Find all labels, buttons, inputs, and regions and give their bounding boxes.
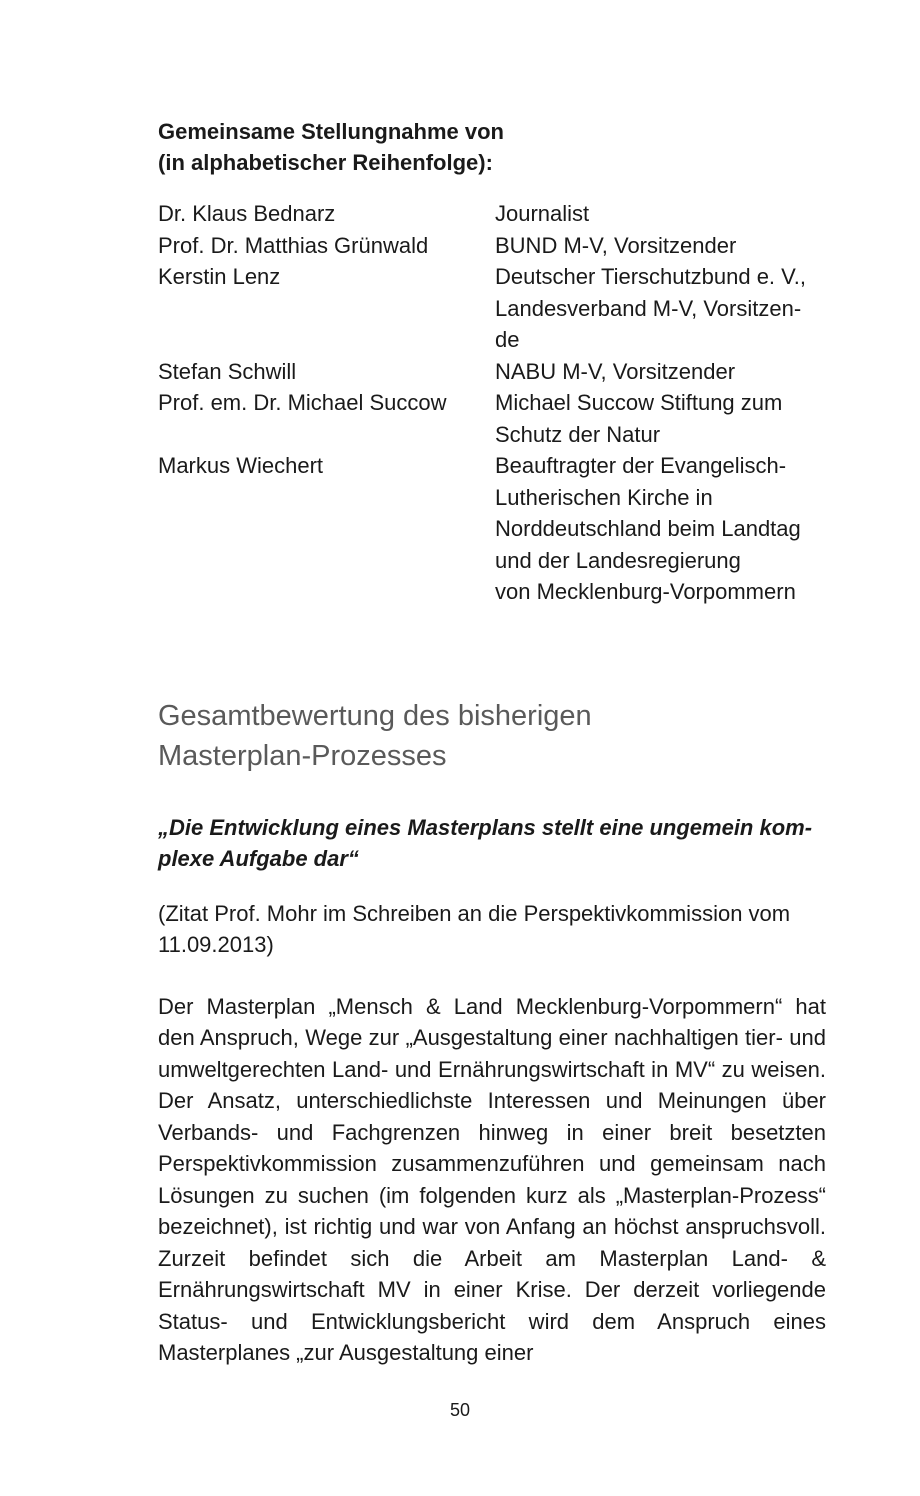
- page-content: [158, 116, 826, 1369]
- signatory-role: Michael Succow Stiftung zum Schutz der Natur: [495, 390, 783, 447]
- signatory-row: [158, 356, 826, 388]
- signatory-row: [158, 261, 826, 356]
- signatory-row: [158, 450, 826, 608]
- intro-heading: [158, 116, 826, 178]
- body-paragraph: Der Masterplan „Mensch & Land Mecklenburg-Vorpommern“ hat den Anspruch, Wege zur „Ausgestaltung einer nachhaltigen tier- und umweltgerechten Land- und Ernährungswirtschaft in MV“ zu weisen. Der Ansatz, unterschiedlichste Interessen und Meinungen über Verbands- und Fachgrenzen hinweg in einer breit besetzten Perspektivkommission zusammenzuführen und gemeinsam nach Lösungen zu suchen (im folgenden kurz als „Masterplan-Prozess“ bezeichnet), ist richtig und war von Anfang an höchst anspruchsvoll. Zurzeit befindet sich die Arbeit am Masterplan Land- & Ernährungswirtschaft MV in einer Krise. Der derzeit vorliegende Status- und Entwicklungsbericht wird dem Anspruch eines Masterplanes „zur Ausgestaltung einer: [158, 993, 826, 1365]
- quote-citation: (Zitat Prof. Mohr im Schreiben an die Perspektivkommission vom 11.09.2013): [158, 900, 791, 957]
- signatory-name: Dr. Klaus Bednarz: [158, 201, 336, 226]
- signatory-role: NABU M-V, Vorsitzender: [495, 358, 736, 384]
- signatories-list: [158, 198, 826, 608]
- section-quote: „Die Entwicklung eines Masterplans stellt eine ungemein kom-plexe Aufgabe dar“: [158, 814, 813, 871]
- signatory-role: Journalist: [495, 201, 590, 226]
- signatory-row: [158, 198, 826, 230]
- page-number: 50: [449, 1400, 471, 1420]
- signatory-role: BUND M-V, Vorsitzender: [495, 232, 737, 258]
- signatory-role: Beauftragter der Evangelisch- Lutherischen Kirche in Norddeutschland beim Landtag und der Landesregierung von Mecklenburg-Vorpommern: [495, 453, 801, 604]
- signatory-name: Prof. Dr. Matthias Grünwald: [158, 232, 429, 258]
- section-title: Gesamtbewertung des bisherigen Masterplan-Prozesses: [158, 699, 592, 772]
- signatory-row: [158, 230, 826, 262]
- signatory-name: Prof. em. Dr. Michael Succow: [158, 390, 447, 415]
- signatory-name: Kerstin Lenz: [158, 264, 281, 289]
- signatory-name: Markus Wiechert: [158, 453, 324, 478]
- signatory-role: Deutscher Tierschutzbund e. V., Landesverband M-V, Vorsitzen- de: [495, 264, 807, 352]
- signatory-name: Stefan Schwill: [158, 358, 297, 384]
- signatory-row: [158, 387, 826, 450]
- intro-heading-line1: Gemeinsame Stellungnahme von: [158, 119, 504, 144]
- intro-heading-line2: (in alphabetischer Reihenfolge):: [158, 150, 493, 175]
